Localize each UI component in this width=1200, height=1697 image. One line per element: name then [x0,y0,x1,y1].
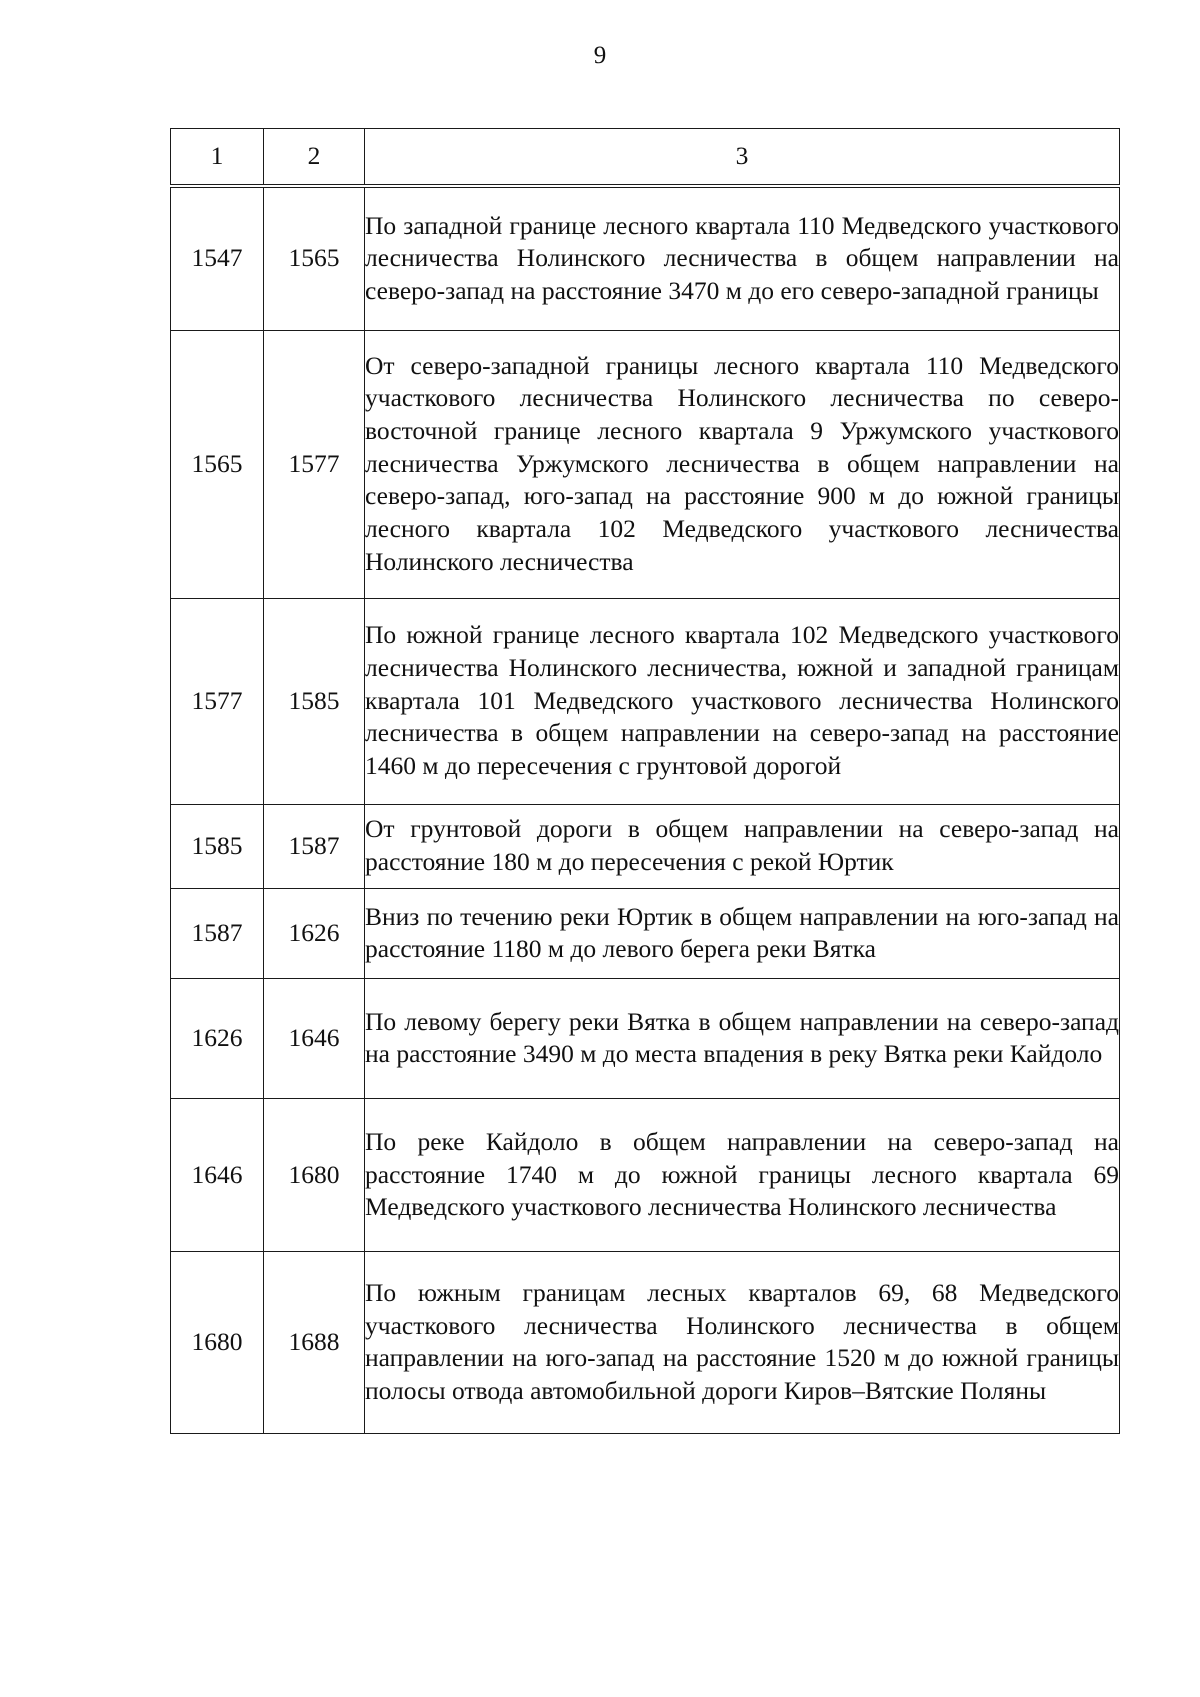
point-from: 1626 [171,978,264,1098]
column-header-3: 3 [365,129,1120,187]
table-row [171,1098,1120,1251]
table-row [171,804,1120,888]
table-row [171,330,1120,598]
boundary-description-table [170,128,1120,1434]
point-to: 1585 [264,598,365,804]
point-from: 1680 [171,1251,264,1433]
point-from: 1646 [171,1098,264,1251]
table-row [171,888,1120,978]
point-to: 1688 [264,1251,365,1433]
table-header [171,129,1120,187]
table-row [171,978,1120,1098]
boundary-description: От грунтовой дороги в общем направлении на северо-запад на расстояние 180 м до пересечения с рекой Юртик [365,804,1120,888]
point-to: 1587 [264,804,365,888]
column-header-2: 2 [264,129,365,187]
point-from: 1587 [171,888,264,978]
table-row [171,598,1120,804]
point-from: 1585 [171,804,264,888]
table-header-row [171,129,1120,187]
boundary-description: По левому берегу реки Вятка в общем направлении на северо-запад на расстояние 3490 м до места впадения в реку Вятка реки Кайдоло [365,978,1120,1098]
point-to: 1680 [264,1098,365,1251]
point-to: 1646 [264,978,365,1098]
table-body [171,186,1120,1433]
boundary-description: По реке Кайдоло в общем направлении на северо-запад на расстояние 1740 м до южной границы лесного квартала 69 Медведского участкового лесничества Нолинского лесничества [365,1098,1120,1251]
boundary-description: По южным границам лесных кварталов 69, 68 Медведского участкового лесничества Нолинского лесничества в общем направлении на юго-запад на расстояние 1520 м до южной границы полосы отвода автомобильной дороги Киров–Вятские Поляны [365,1251,1120,1433]
table-row [171,186,1120,330]
point-from: 1547 [171,186,264,330]
boundary-description: Вниз по течению реки Юртик в общем направлении на юго-запад на расстояние 1180 м до левого берега реки Вятка [365,888,1120,978]
point-to: 1565 [264,186,365,330]
point-to: 1626 [264,888,365,978]
boundary-description: По южной границе лесного квартала 102 Медведского участкового лесничества Нолинского лесничества, южной и западной границам квартала 101 Медведского участкового лесничества Нолинского лесничества в общем направлении на северо-запад на расстояние 1460 м до пересечения с грунтовой дорогой [365,598,1120,804]
table-row [171,1251,1120,1433]
point-from: 1565 [171,330,264,598]
boundary-description: По западной границе лесного квартала 110 Медведского участкового лесничества Нолинского лесничества в общем направлении на северо-запад на расстояние 3470 м до его северо-западной границы [365,186,1120,330]
point-from: 1577 [171,598,264,804]
page-number: 9 [593,42,607,69]
boundary-description: От северо-западной границы лесного квартала 110 Медведского участкового лесничества Нолинского лесничества по северо-восточной границе лесного квартала 9 Уржумского участкового лесничества Уржумского лесничества в общем направлении на северо-запад, юго-запад на расстояние 900 м до южной границы лесного квартала 102 Медведского участкового лесничества Нолинского лесничества [365,330,1120,598]
point-to: 1577 [264,330,365,598]
column-header-1: 1 [171,129,264,187]
